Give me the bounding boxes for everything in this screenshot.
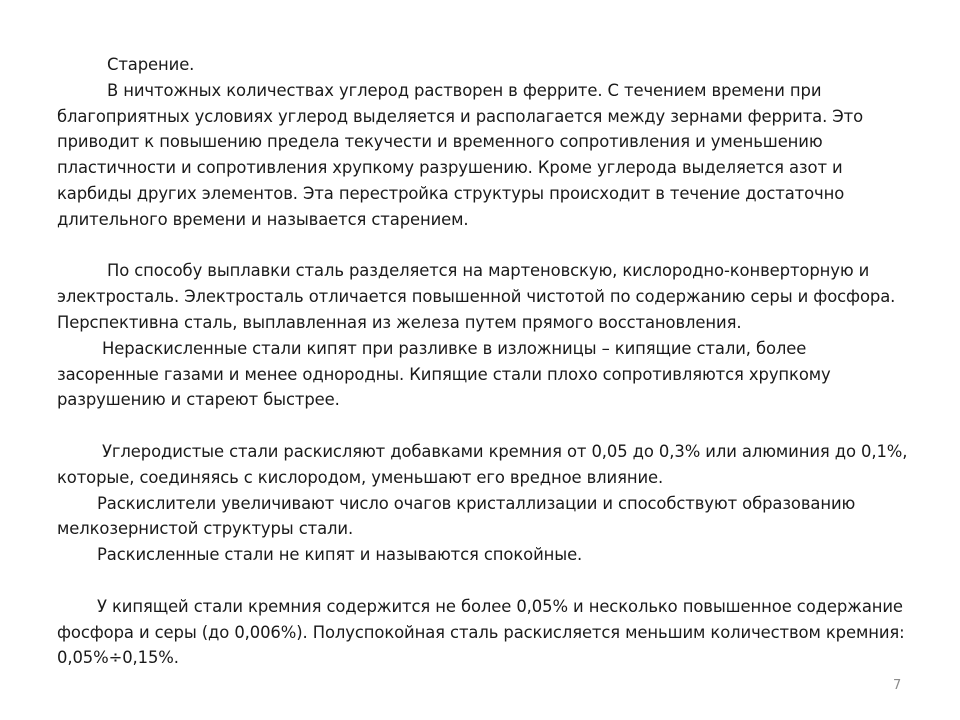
paragraph-deoxidizers — [57, 491, 947, 543]
text-line: В ничтожных количествах углерод растворен в феррите. С течением времени при — [107, 80, 822, 100]
text-body — [57, 52, 947, 671]
text-line: мелкозернистой структуры стали. — [57, 519, 354, 539]
paragraph-rimmed-steel — [57, 336, 947, 413]
text-line: карбиды других элементов. Эта перестройка структуры происходит в течение достаточно — [57, 183, 845, 203]
paragraph-aging-description — [57, 78, 947, 233]
paragraph-killed-steel — [57, 542, 947, 568]
text-line: Углеродистые стали раскисляют добавками кремния от 0,05 до 0,3% или алюминия до 0,1%, — [102, 441, 908, 461]
text-line: длительного времени и называется старением. — [57, 209, 469, 229]
text-line: У кипящей стали кремния содержится не более 0,05% и несколько повышенное содержание — [97, 596, 903, 616]
text-line: благоприятных условиях углерод выделяется и располагается между зернами феррита. Это — [57, 106, 864, 126]
paragraph-smelting-methods — [57, 258, 947, 335]
text-line: электросталь. Электросталь отличается повышенной чистотой по содержанию серы и фосфора. — [57, 287, 896, 307]
text-line: приводит к повышению предела текучести и временного сопротивления и уменьшению — [57, 132, 823, 152]
text-line: разрушению и стареют быстрее. — [57, 390, 340, 410]
page-number: 7 — [893, 678, 902, 693]
text-line: засоренные газами и менее однородны. Кипящие стали плохо сопротивляются хрупкому — [57, 364, 831, 384]
paragraph-aging-heading — [57, 52, 947, 78]
text-line: пластичности и сопротивления хрупкому разрушению. Кроме углерода выделяется азот и — [57, 158, 843, 178]
paragraph-deoxidation — [57, 439, 947, 491]
text-line: Раскисленные стали не кипят и называются спокойные. — [97, 545, 583, 565]
paragraph-silicon-content — [57, 594, 947, 671]
text-line: Нераскисленные стали кипят при разливке в изложницы – кипящие стали, более — [102, 338, 807, 358]
paragraph-spacer — [57, 413, 947, 439]
text-line: По способу выплавки сталь разделяется на мартеновскую, кислородно-конверторную и — [107, 261, 870, 281]
text-line: Раскислители увеличивают число очагов кристаллизации и способствуют образованию — [97, 493, 856, 513]
paragraph-spacer — [57, 568, 947, 594]
paragraph-spacer — [57, 233, 947, 259]
text-line: 0,05%÷0,15%. — [57, 648, 179, 668]
text-line: Перспективна сталь, выплавленная из железа путем прямого восстановления. — [57, 312, 742, 332]
text-line: Старение. — [107, 55, 195, 74]
text-line: фосфора и серы (до 0,006%). Полуспокойная сталь раскисляется меньшим количеством кремния: — [57, 622, 905, 642]
text-line: которые, соединяясь с кислородом, уменьшают его вредное влияние. — [57, 467, 664, 487]
